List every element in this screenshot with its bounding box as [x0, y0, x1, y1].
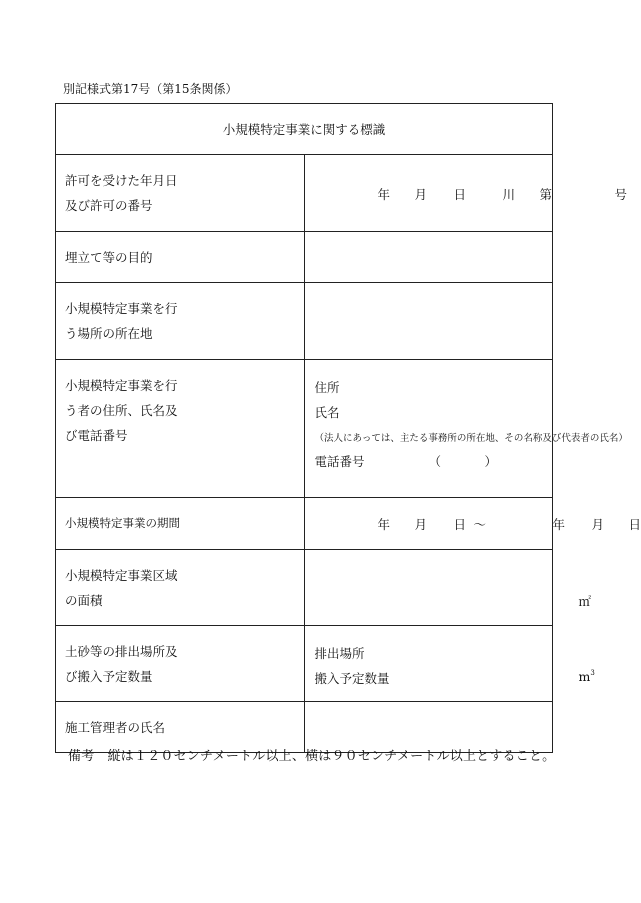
area-unit: ㎡	[578, 594, 592, 609]
operator-value	[304, 360, 628, 498]
area-label-line1: 小規模特定事業区域	[65, 567, 178, 583]
permit-month: 月	[414, 187, 428, 202]
permit-go: 号	[614, 187, 628, 202]
soil-label-line1: 土砂等の排出場所及	[65, 643, 178, 659]
operator-label-line3: び電話番号	[65, 428, 128, 443]
operator-address-label: 住所	[314, 380, 340, 395]
location-label-line1: 小規模特定事業を行	[65, 301, 178, 316]
remark-note: 備考 縦は１２０センチメートル以上、横は９０センチメートル以上とすること。	[68, 749, 556, 764]
area-value	[304, 550, 592, 626]
soil-row	[56, 626, 553, 702]
soil-quantity-label: 搬入予定数量	[314, 671, 390, 686]
area-label-line2: の面積	[65, 592, 103, 608]
permit-row	[56, 155, 553, 232]
soil-value	[304, 626, 595, 702]
operator-phone-label: 電話番号	[314, 454, 365, 469]
permit-value	[304, 155, 628, 232]
period-start-month: 月	[414, 517, 428, 532]
location-label	[56, 283, 305, 360]
period-tilde: ～	[473, 517, 487, 532]
period-end-year: 年	[552, 517, 566, 532]
permit-label-line1: 許可を受けた年月日	[65, 173, 178, 188]
location-label-line2: う場所の所在地	[65, 326, 153, 341]
sign-form-table	[55, 103, 641, 753]
period-row	[56, 498, 553, 550]
permit-label	[56, 155, 305, 232]
purpose-value	[304, 232, 553, 283]
location-row	[56, 283, 553, 360]
permit-dai: 第	[539, 187, 553, 202]
manager-label: 施工管理者の氏名	[56, 702, 305, 753]
operator-row	[56, 360, 553, 498]
phone-paren-close: ）	[484, 454, 498, 469]
operator-name-label: 氏名	[314, 405, 340, 420]
soil-label-line2: び搬入予定数量	[65, 668, 153, 684]
operator-corporate-note: （法人にあっては、主たる事務所の所在地、その名称及び代表者の氏名）	[314, 433, 628, 444]
purpose-row	[56, 232, 553, 283]
period-end-month: 月	[591, 517, 605, 532]
soil-label	[56, 626, 305, 702]
soil-unit-sup: 3	[590, 669, 595, 677]
period-start-day: 日	[453, 517, 467, 532]
permit-year: 年	[377, 187, 391, 202]
soil-unit-base: m	[578, 669, 591, 684]
area-label	[56, 550, 305, 626]
period-start-year: 年	[377, 517, 391, 532]
period-label: 小規模特定事業の期間	[56, 498, 305, 550]
operator-label-line1: 小規模特定事業を行	[65, 378, 178, 393]
soil-place-label: 排出場所	[314, 646, 365, 661]
operator-label	[56, 360, 305, 498]
form-caption: 別記様式第17号（第15条関係）	[63, 82, 238, 96]
operator-label-line2: う者の住所、氏名及	[65, 403, 178, 418]
location-value	[304, 283, 553, 360]
period-end-day: 日	[628, 517, 641, 532]
phone-paren-open: （	[428, 454, 442, 469]
area-row	[56, 550, 553, 626]
permit-label-line2: 及び許可の番号	[65, 198, 153, 213]
permit-prefix: 川	[502, 187, 516, 202]
period-value	[304, 498, 641, 550]
soil-unit	[579, 669, 595, 684]
purpose-label: 埋立て等の目的	[56, 232, 305, 283]
form-title: 小規模特定事業に関する標識	[56, 104, 553, 155]
permit-day: 日	[453, 187, 467, 202]
